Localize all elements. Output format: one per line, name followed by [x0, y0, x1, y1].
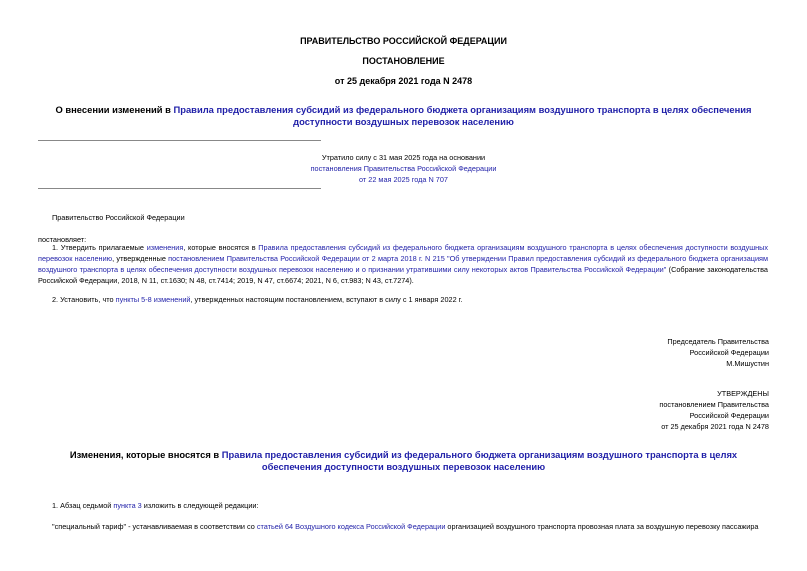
divider-bottom: [38, 188, 321, 189]
approved-heading: УТВЕРЖДЕНЫ: [717, 389, 769, 398]
p1-changes-link[interactable]: изменения: [146, 243, 184, 252]
document-type: ПОСТАНОВЛЕНИЕ: [362, 56, 445, 66]
decides-label: постановляет:: [38, 235, 87, 244]
p1-rules-link[interactable]: Правила предоставления субсидий из федерального бюджета организациям воздушного транспорта в целях обеспечения доступности воздушных перевозок населению: [38, 243, 768, 263]
changes-title-rules-link[interactable]: Правила предоставления субсидий из федерального бюджета организациям воздушного транспорта в целях обеспечения доступности воздушных перевозок населению: [221, 449, 738, 472]
paragraph-2: 2. Установить, что пункты 5-8 изменений, утвержденных настоящим постановлением, вступают в силу с 1 января 2022 г.: [52, 295, 463, 304]
title-rules-link[interactable]: Правила предоставления субсидий из федерального бюджета организациям воздушного транспорта в целях обеспечения доступности воздушных перевозок населению: [173, 104, 752, 127]
signature-position: Председатель Правительства: [667, 337, 769, 346]
p2-items-link[interactable]: пункты 5-8 изменений: [115, 295, 191, 304]
approved-by: постановлением Правительства: [659, 400, 769, 409]
status-note-link-date[interactable]: от 22 мая 2025 года N 707: [359, 175, 448, 184]
divider-top: [38, 140, 321, 141]
approved-country: Российской Федерации: [689, 411, 769, 420]
signature-country: Российской Федерации: [689, 348, 769, 357]
signature-name: М.Мишустин: [726, 359, 769, 368]
approved-block: [659, 388, 769, 432]
quote-paragraph: "специальный тариф" - устанавливаемая в соответствии со статьей 64 Воздушного кодекса Российской Федерации организацией воздушного транспорта провозная плата за воздушную перевозку пассажира: [52, 522, 759, 531]
item-1: 1. Абзац седьмой пункта 3 изложить в следующей редакции:: [52, 501, 259, 510]
document-date-number: от 25 декабря 2021 года N 2478: [334, 76, 473, 86]
document-title: [40, 104, 767, 128]
status-note: [0, 152, 807, 185]
quote-article-link[interactable]: статьей 64 Воздушного кодекса Российской Федерации: [256, 522, 446, 531]
government-name: ПРАВИТЕЛЬСТВО РОССИЙСКОЙ ФЕДЕРАЦИИ: [300, 36, 507, 46]
status-note-link-resolution[interactable]: постановления Правительства Российской Федерации: [310, 164, 497, 173]
changes-title: [50, 449, 757, 473]
changes-title-prefix: Изменения, которые вносятся в: [69, 449, 222, 460]
status-note-text: Утратило силу с 31 мая 2025 года на основании: [321, 153, 486, 162]
signature-block: [667, 336, 769, 369]
issuer: Правительство Российской Федерации: [52, 213, 185, 222]
item-1-point-link[interactable]: пункта 3: [113, 501, 142, 510]
title-prefix: О внесении изменений в: [55, 104, 174, 115]
paragraph-1: 1. Утвердить прилагаемые изменения, которые вносятся в Правила предоставления субсидий из федерального бюджета организациям воздушного транспорта в целях обеспечения доступности воздушных перевозок населению, утвержденные постановлением Правительства Российской Федерации от 2 марта 2018 г. N 215 "Об утверждении Правил предоставления субсидий из федерального бюджета организациям воздушного транспорта в целях обеспечения доступности воздушных перевозок населению и о признании утратившими силу некоторых актов Правительства Российской Федерации" (Собрание законодательства Российской Федерации, 2018, N 11, ст.1630; N 48, ст.7414; 2019, N 47, ст.6674; 2021, N 6, ст.983; N 43, ст.7274).: [38, 243, 768, 285]
approved-date: от 25 декабря 2021 года N 2478: [661, 422, 769, 431]
p1-resolution-link[interactable]: постановлением Правительства Российской Федерации от 2 марта 2018 г. N 215 "Об утверждении Правил предоставления субсидий из федерального бюджета организациям воздушного транспорта в целях обеспечения доступности воздушных перевозок населению и о признании утратившими силу некоторых актов Правительства Российской Федерации": [38, 254, 768, 274]
